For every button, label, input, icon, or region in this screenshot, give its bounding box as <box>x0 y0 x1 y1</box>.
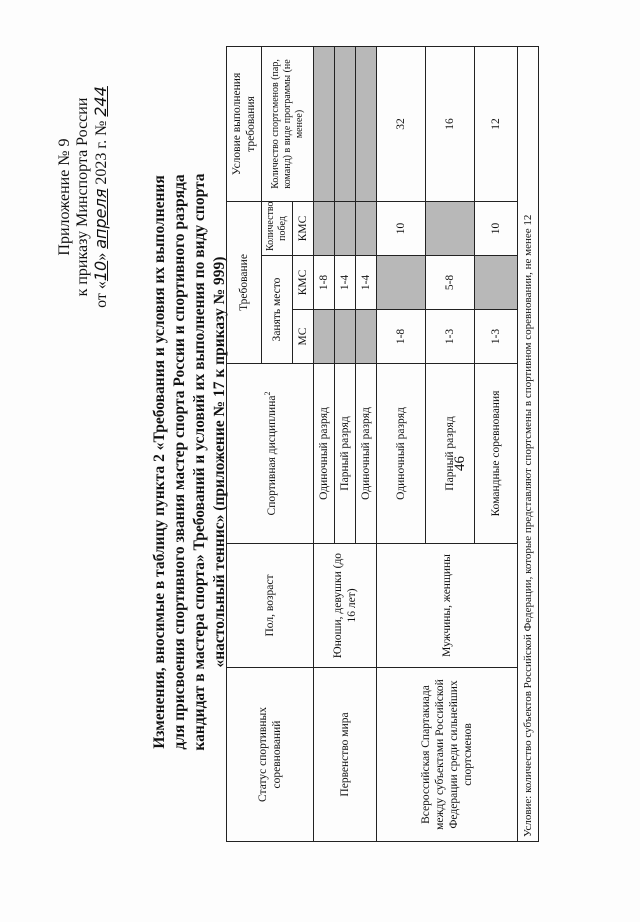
ms-cell: 1-8 <box>377 310 426 364</box>
date-mid: » <box>93 248 110 261</box>
appendix-header <box>56 32 111 362</box>
condition-cell: 16 <box>426 46 475 201</box>
header-row-1 <box>227 46 262 841</box>
ms-cell: 1-3 <box>475 310 518 364</box>
wins-cell <box>356 201 377 255</box>
appendix-order: к приказу Минспорта России <box>74 97 91 297</box>
wins-cell <box>335 201 356 255</box>
kms-cell: 5-8 <box>426 256 475 310</box>
sex-age-cell: Юноши, девушки (до 16 лет) <box>314 544 377 668</box>
sex-age-cell: Мужчины, женщины <box>377 544 518 668</box>
wins-cell: 10 <box>475 201 518 255</box>
kms-cell: 1-8 <box>314 256 335 310</box>
condition-cell: 12 <box>475 46 518 201</box>
header-discipline <box>227 364 314 544</box>
kms-cell: 1-4 <box>335 256 356 310</box>
handwritten-month: апреля <box>91 188 110 249</box>
header-requirement: Требование <box>227 201 262 363</box>
page-number: 46 <box>452 456 468 471</box>
header-sex-age: Пол, возраст <box>227 544 314 668</box>
requirements-table <box>226 46 539 842</box>
discipline-cell: Командные соревнования <box>475 364 518 544</box>
header-condition-sub: Количество спортсменов (пар, команд) в виде программы (не менее) <box>262 46 314 201</box>
header-kms-wins: КМС <box>293 201 314 255</box>
status-cell: Первенство мира <box>314 668 377 842</box>
wins-cell: 10 <box>377 201 426 255</box>
kms-cell: 1-4 <box>356 256 377 310</box>
discipline-cell: Одиночный разряд <box>314 364 335 544</box>
date-year: 2023 г. № <box>93 116 110 189</box>
ms-cell <box>314 310 335 364</box>
table-row <box>377 46 426 841</box>
note-row <box>518 46 539 841</box>
condition-cell <box>335 46 356 201</box>
condition-cell <box>314 46 335 201</box>
header-ms: МС <box>293 310 314 364</box>
wins-cell <box>314 201 335 255</box>
appendix-date-line <box>92 32 111 362</box>
condition-note: Условие: количество субъектов Российской Федерации, которые представляют спортсмены в спортивном соревновании, не менее 12 <box>518 46 539 841</box>
condition-cell: 32 <box>377 46 426 201</box>
status-cell: Всероссийская Спартакиада между субъектами Российской Федерации среди сильнейших спортсменов <box>377 668 518 842</box>
handwritten-day: 10 <box>91 260 110 282</box>
header-status: Статус спортивных соревнований <box>227 668 314 842</box>
ms-cell <box>356 310 377 364</box>
kms-cell <box>475 256 518 310</box>
kms-cell <box>377 256 426 310</box>
table-row <box>314 46 335 841</box>
discipline-text: Спортивная дисциплина <box>265 395 278 516</box>
ms-cell: 1-3 <box>426 310 475 364</box>
header-condition: Условие выполнения требования <box>227 46 262 201</box>
discipline-cell: Одиночный разряд <box>377 364 426 544</box>
header-kms: КМС <box>293 256 314 310</box>
wins-cell <box>426 201 475 255</box>
handwritten-number: 244 <box>91 86 110 117</box>
header-place: Занять место <box>262 256 293 364</box>
document-title: Изменения, вносимые в таблицу пункта 2 «Требования и условия их выполнения для присвоения спортивного звания мастер спорта России и спортивного разряда кандидат в мастера спорта» Требований и условий их выполнения по виду спорта «настольный теннис» (приложение № 17 к приказу № 999) <box>151 173 228 751</box>
ms-cell <box>335 310 356 364</box>
appendix-title: Приложение № 9 <box>56 138 73 256</box>
date-prefix: от « <box>93 281 110 308</box>
footnote-mark: 2 <box>263 391 273 396</box>
header-wins: Количество побед <box>262 201 293 255</box>
discipline-cell: Парный разряд <box>426 364 475 544</box>
discipline-cell: Одиночный разряд <box>356 364 377 544</box>
condition-cell <box>356 46 377 201</box>
discipline-cell: Парный разряд <box>335 364 356 544</box>
